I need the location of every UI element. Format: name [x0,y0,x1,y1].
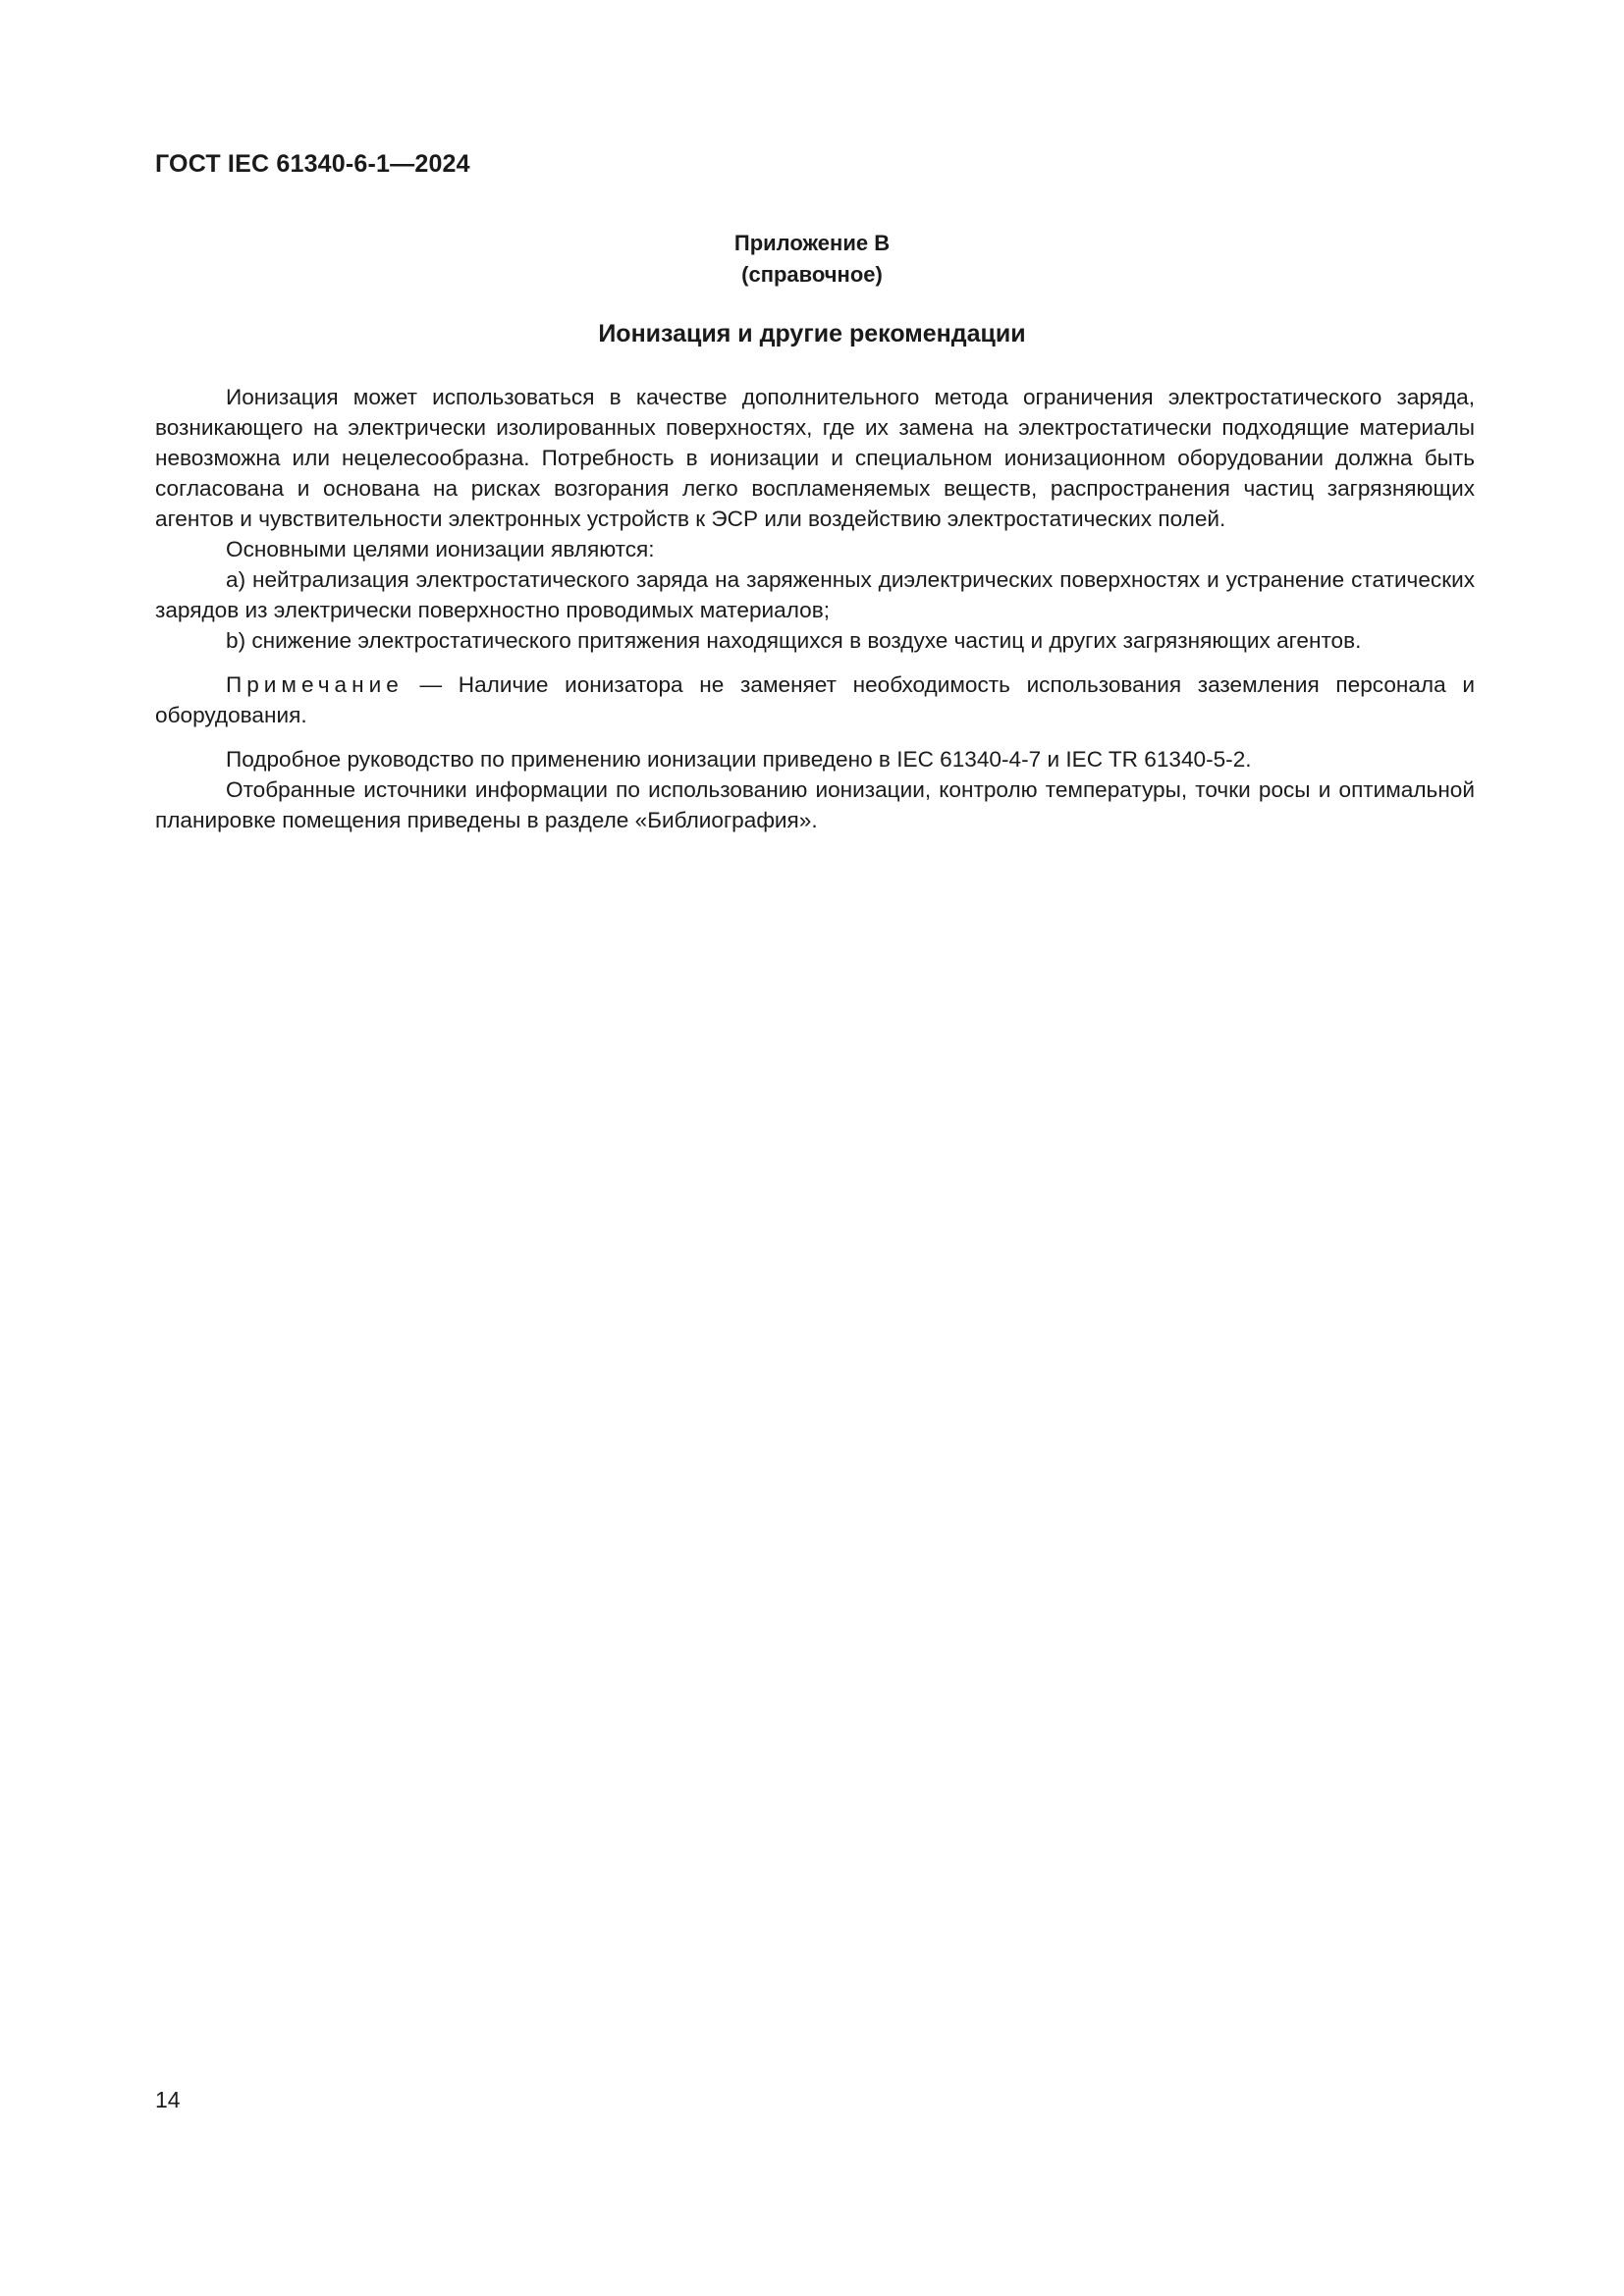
note-paragraph [155,669,1475,730]
annex-status: (справочное) [741,262,883,287]
paragraph-guidance: Подробное руководство по применению ионизации приведено в IEC 61340-4-7 и IEC TR 61340-5-2. [226,747,1252,772]
list-item-a: а) нейтрализация электростатического заряда на заряженных диэлектрических поверхностях и устранение статических зарядов из электрически поверхностно проводимых материалов; [155,567,1475,622]
paragraph-goals: Основными целями ионизации являются: [226,537,655,561]
paragraph-sources: Отобранные источники информации по использованию ионизации, контролю температуры, точки росы и оптимальной планировке помещения приведены в разделе «Библиография». [155,777,1475,832]
section-title: Ионизация и другие рекомендации [598,320,1026,347]
paragraph-intro: Ионизация может использоваться в качестве дополнительного метода ограничения электростатического заряда, возникающего на электрически изолированных поверхностях, где их замена на электростатически подходящие материалы невозможна или нецелесообразна. Потребность в ионизации и специальном ионизационном оборудовании должна быть согласована и основана на рисках возгорания легко воспламеняемых веществ, распространения частиц загрязняющих агентов и чувствительности электронных устройств к ЭСР или воздействию электростатических полей. [155,385,1475,531]
annex-heading [0,228,1624,291]
body-text [155,382,1475,835]
note-label: Примечание [226,672,404,697]
note-text: — Наличие ионизатора не заменяет необходимость использования заземления персонала и оборудования. [155,672,1475,727]
page-number: 14 [155,2087,181,2112]
list-item-b: b) снижение электростатического притяжения находящихся в воздухе частиц и других загрязняющих агентов. [226,628,1362,653]
document-header: ГОСТ IEC 61340-6-1—2024 [155,150,470,178]
annex-title: Приложение В [733,231,891,255]
